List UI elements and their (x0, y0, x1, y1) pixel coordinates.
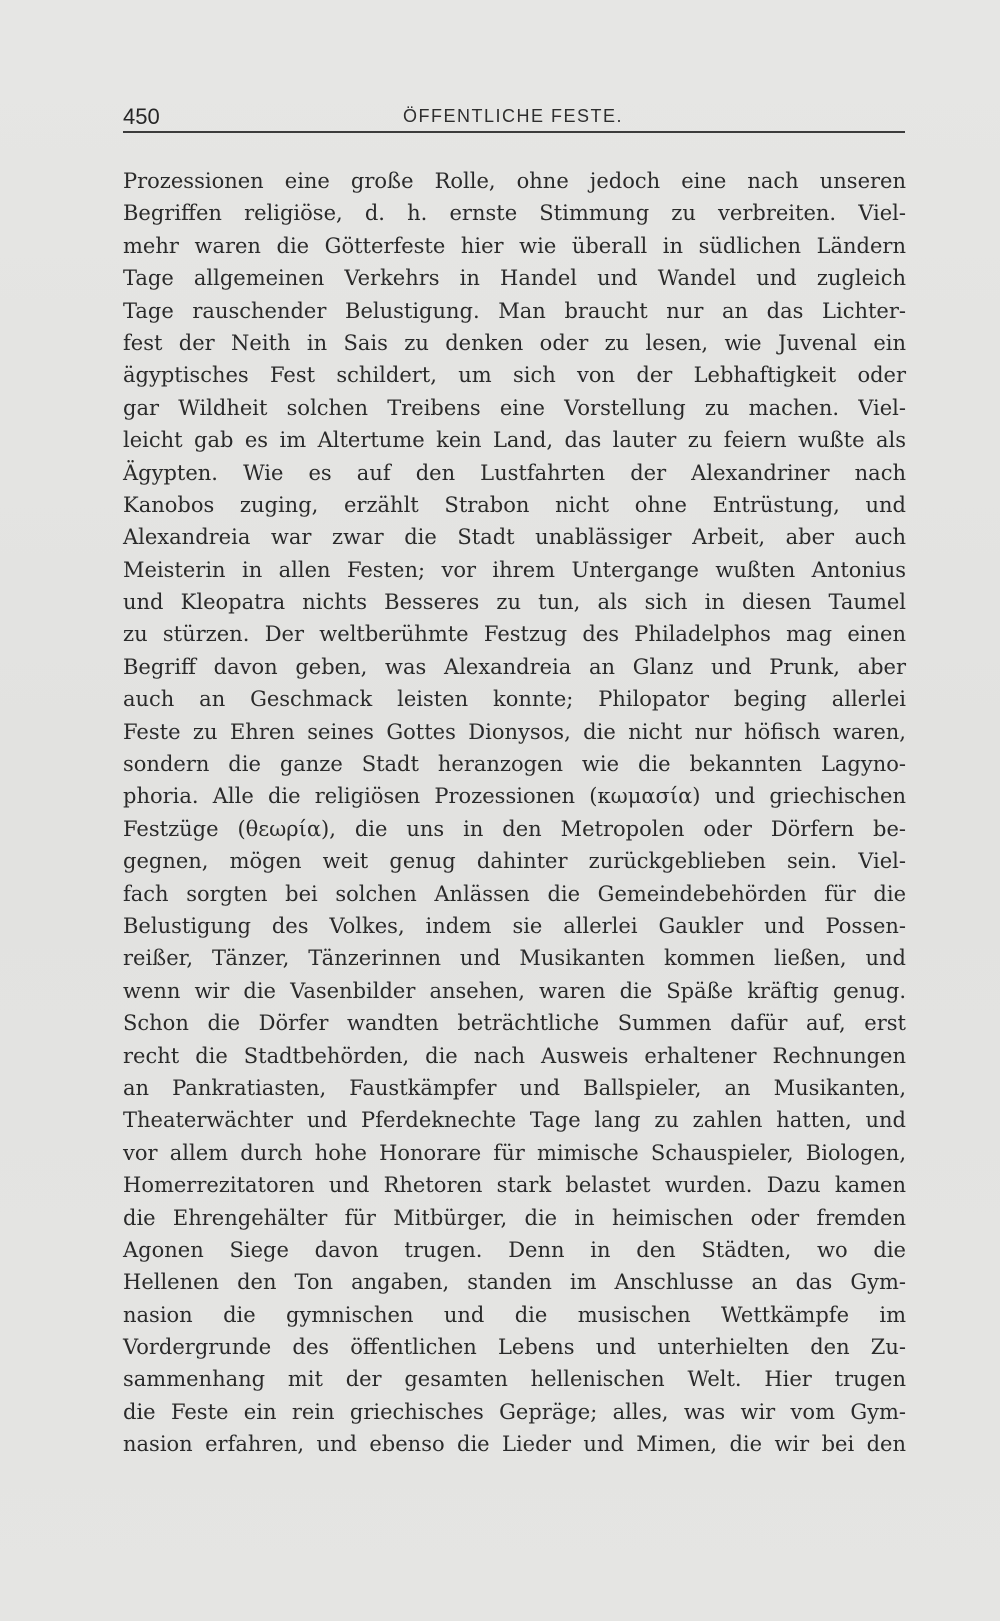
text-line: Prozessionen eine große Rolle, ohne jedoch eine nach unseren (123, 169, 906, 193)
text-line: Homerrezitatoren und Rhetoren stark belastet wurden. Dazu kamen (123, 1173, 906, 1198)
running-title: ÖFFENTLICHE FESTE. (402, 106, 624, 126)
text-line: sondern die ganze Stadt heranzogen wie die bekannten Lagyno- (123, 752, 906, 777)
text-line: wenn wir die Vasenbilder ansehen, waren die Späße kräftig genug. (123, 978, 906, 1003)
text-line: zu stürzen. Der weltberühmte Festzug des Philadelphos mag einen (123, 622, 906, 647)
text-line: mehr waren die Götterfeste hier wie überall in südlichen Ländern (123, 233, 906, 258)
text-line: Feste zu Ehren seines Gottes Dionysos, die nicht nur höfisch waren, (123, 719, 906, 744)
text-line: ägyptisches Fest schildert, um sich von der Lebhaftigkeit oder (123, 363, 906, 388)
text-line: fach sorgten bei solchen Anlässen die Gemeindebehörden für die (123, 881, 906, 906)
text-line: Tage allgemeinen Verkehrs in Handel und Wandel und zugleich (123, 266, 906, 291)
text-line: reißer, Tänzer, Tänzerinnen und Musikanten kommen ließen, und (123, 946, 906, 971)
body-text (123, 165, 906, 1461)
text-line: Meisterin in allen Festen; vor ihrem Untergange wußten Antonius (123, 557, 906, 582)
text-line: Tage rauschender Belustigung. Man braucht nur an das Lichter- (123, 298, 906, 323)
text-line: die Feste ein rein griechisches Gepräge; alles, was wir vom Gym- (123, 1399, 906, 1424)
text-line: vor allem durch hohe Honorare für mimische Schauspieler, Biologen, (123, 1140, 906, 1165)
text-line: Festzüge (θεωρία), die uns in den Metropolen oder Dörfern be- (123, 816, 906, 841)
text-line: Agonen Siege davon trugen. Denn in den Städten, wo die (123, 1237, 906, 1262)
page-number: 450 (123, 104, 160, 129)
text-line: Alexandreia war zwar die Stadt unablässiger Arbeit, aber auch (123, 525, 906, 550)
text-line: Belustigung des Volkes, indem sie allerlei Gaukler und Possen- (123, 913, 906, 938)
text-line: gar Wildheit solchen Treibens eine Vorstellung zu machen. Viel- (123, 395, 906, 420)
text-line: phoria. Alle die religiösen Prozessionen (κωμασία) und griechischen (123, 784, 906, 809)
text-line: Hellenen den Ton angaben, standen im Anschlusse an das Gym- (123, 1270, 906, 1295)
text-line: auch an Geschmack leisten konnte; Philopator beging allerlei (123, 687, 906, 712)
text-line: Theaterwächter und Pferdeknechte Tage lang zu zahlen hatten, und (123, 1108, 906, 1133)
text-line: Schon die Dörfer wandten beträchtliche Summen dafür auf, erst (123, 1011, 906, 1036)
text-line: nasion die gymnischen und die musischen Wettkämpfe im (123, 1302, 906, 1327)
text-line: und Kleopatra nichts Besseres zu tun, als sich in diesen Taumel (123, 590, 906, 615)
text-line: gegnen, mögen weit genug dahinter zurückgeblieben sein. Viel- (123, 849, 906, 874)
text-line: Ägypten. Wie es auf den Lustfahrten der Alexandriner nach (123, 460, 906, 485)
text-line: fest der Neith in Sais zu denken oder zu lesen, wie Juvenal ein (123, 330, 906, 355)
text-line: nasion erfahren, und ebenso die Lieder und Mimen, die wir bei den (123, 1432, 906, 1457)
header-rule (123, 131, 905, 133)
text-line: sammenhang mit der gesamten hellenischen Welt. Hier trugen (123, 1367, 906, 1392)
text-line: Begriff davon geben, was Alexandreia an Glanz und Prunk, aber (123, 654, 906, 679)
text-line: recht die Stadtbehörden, die nach Ausweis erhaltener Rechnungen (123, 1043, 906, 1068)
text-line: leicht gab es im Altertume kein Land, das lauter zu feiern wußte als (123, 428, 906, 453)
text-line: an Pankratiasten, Faustkämpfer und Ballspieler, an Musikanten, (123, 1075, 906, 1100)
text-line: Vordergrunde des öffentlichen Lebens und unterhielten den Zu- (123, 1335, 906, 1360)
text-line: Kanobos zuging, erzählt Strabon nicht ohne Entrüstung, und (123, 492, 906, 517)
text-line: die Ehrengehälter für Mitbürger, die in heimischen oder fremden (123, 1205, 906, 1230)
text-line: Begriffen religiöse, d. h. ernste Stimmung zu verbreiten. Viel- (123, 201, 906, 226)
